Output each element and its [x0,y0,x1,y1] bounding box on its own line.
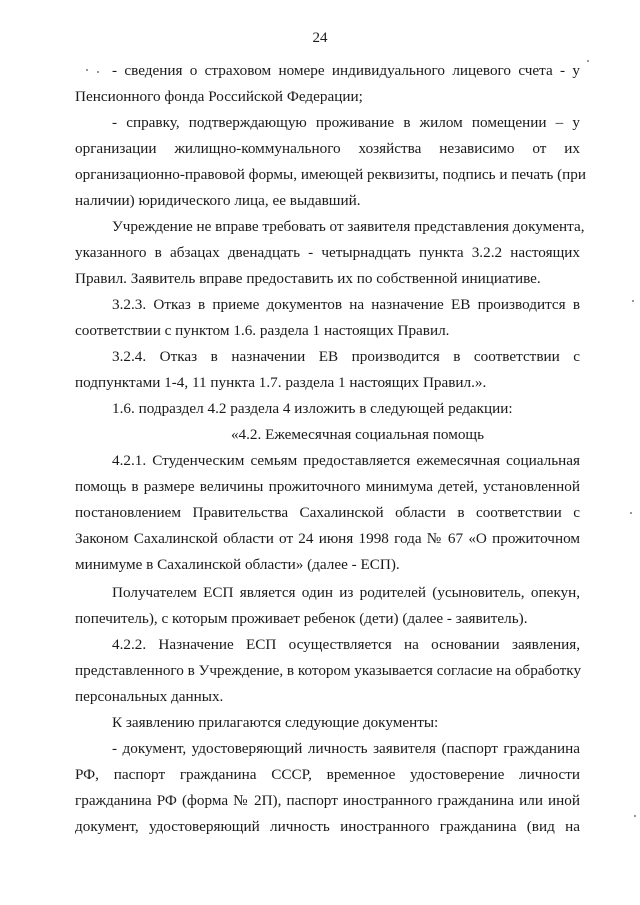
text-line: 3.2.3. Отказ в приеме документов на назначение ЕВ производится в [112,296,580,313]
text-line: организации жилищно-коммунального хозяйства независимо от их [75,140,580,157]
text-line: подпунктами 1-4, 11 пункта 1.7. раздела 1 настоящих Правил.». [75,374,487,391]
text-line: 1.6. подраздел 4.2 раздела 4 изложить в следующей редакции: [112,400,513,417]
scan-speck [86,69,88,71]
text-line: помощь в размере величины прожиточного минимума детей, установленной [75,478,580,495]
text-line: гражданина РФ (форма № 2П), паспорт иностранного гражданина или иной [75,792,580,809]
text-line: Правил. Заявитель вправе предоставить их по собственной инициативе. [75,270,541,287]
text-line: постановлением Правительства Сахалинской области в соответствии с [75,504,580,521]
text-line: персональных данных. [75,688,224,705]
section-heading: «4.2. Ежемесячная социальная помощь [230,426,485,443]
text-line: К заявлению прилагаются следующие документы: [112,714,439,731]
text-line: соответствии с пунктом 1.6. раздела 1 настоящих Правил. [75,322,450,339]
text-line: Законом Сахалинской области от 24 июня 1998 года № 67 «О прожиточном [75,530,580,547]
scan-speck [587,60,589,62]
scan-speck [630,512,632,514]
text-line: 4.2.1. Студенческим семьям предоставляется ежемесячная социальная [112,452,580,469]
text-line: 3.2.4. Отказ в назначении ЕВ производится в соответствии с [112,348,580,365]
text-line: минимуме в Сахалинской области» (далее - ЕСП). [75,556,400,573]
scan-speck [97,71,99,73]
text-line: наличии) юридического лица, ее выдавший. [75,192,361,209]
text-line: - справку, подтверждающую проживание в жилом помещении – у [112,114,580,131]
page-number: 24 [312,30,328,46]
text-line: указанного в абзацах двенадцать - четырнадцать пункта 3.2.2 настоящих [75,244,580,261]
text-line: организационно-правовой формы, имеющей реквизиты, подпись и печать (при [75,166,586,183]
text-line: Получателем ЕСП является один из родителей (усыновитель, опекун, [112,584,580,601]
scan-speck [632,300,634,302]
text-line: - документ, удостоверяющий личность заявителя (паспорт гражданина [112,740,580,757]
text-line: 4.2.2. Назначение ЕСП осуществляется на основании заявления, [112,636,580,653]
text-line: попечитель), с которым проживает ребенок (дети) (далее - заявитель). [75,610,528,627]
text-line: документ, удостоверяющий личность иностранного гражданина (вид на [75,818,580,835]
text-line: РФ, паспорт гражданина СССР, временное удостоверение личности [75,766,580,783]
scan-speck [634,815,636,817]
text-line: Учреждение не вправе требовать от заявителя представления документа, [112,218,585,235]
text-line: - сведения о страховом номере индивидуального лицевого счета - у [112,62,580,79]
text-line: Пенсионного фонда Российской Федерации; [75,88,363,105]
text-line: представленного в Учреждение, в котором указывается согласие на обработку [75,662,582,679]
